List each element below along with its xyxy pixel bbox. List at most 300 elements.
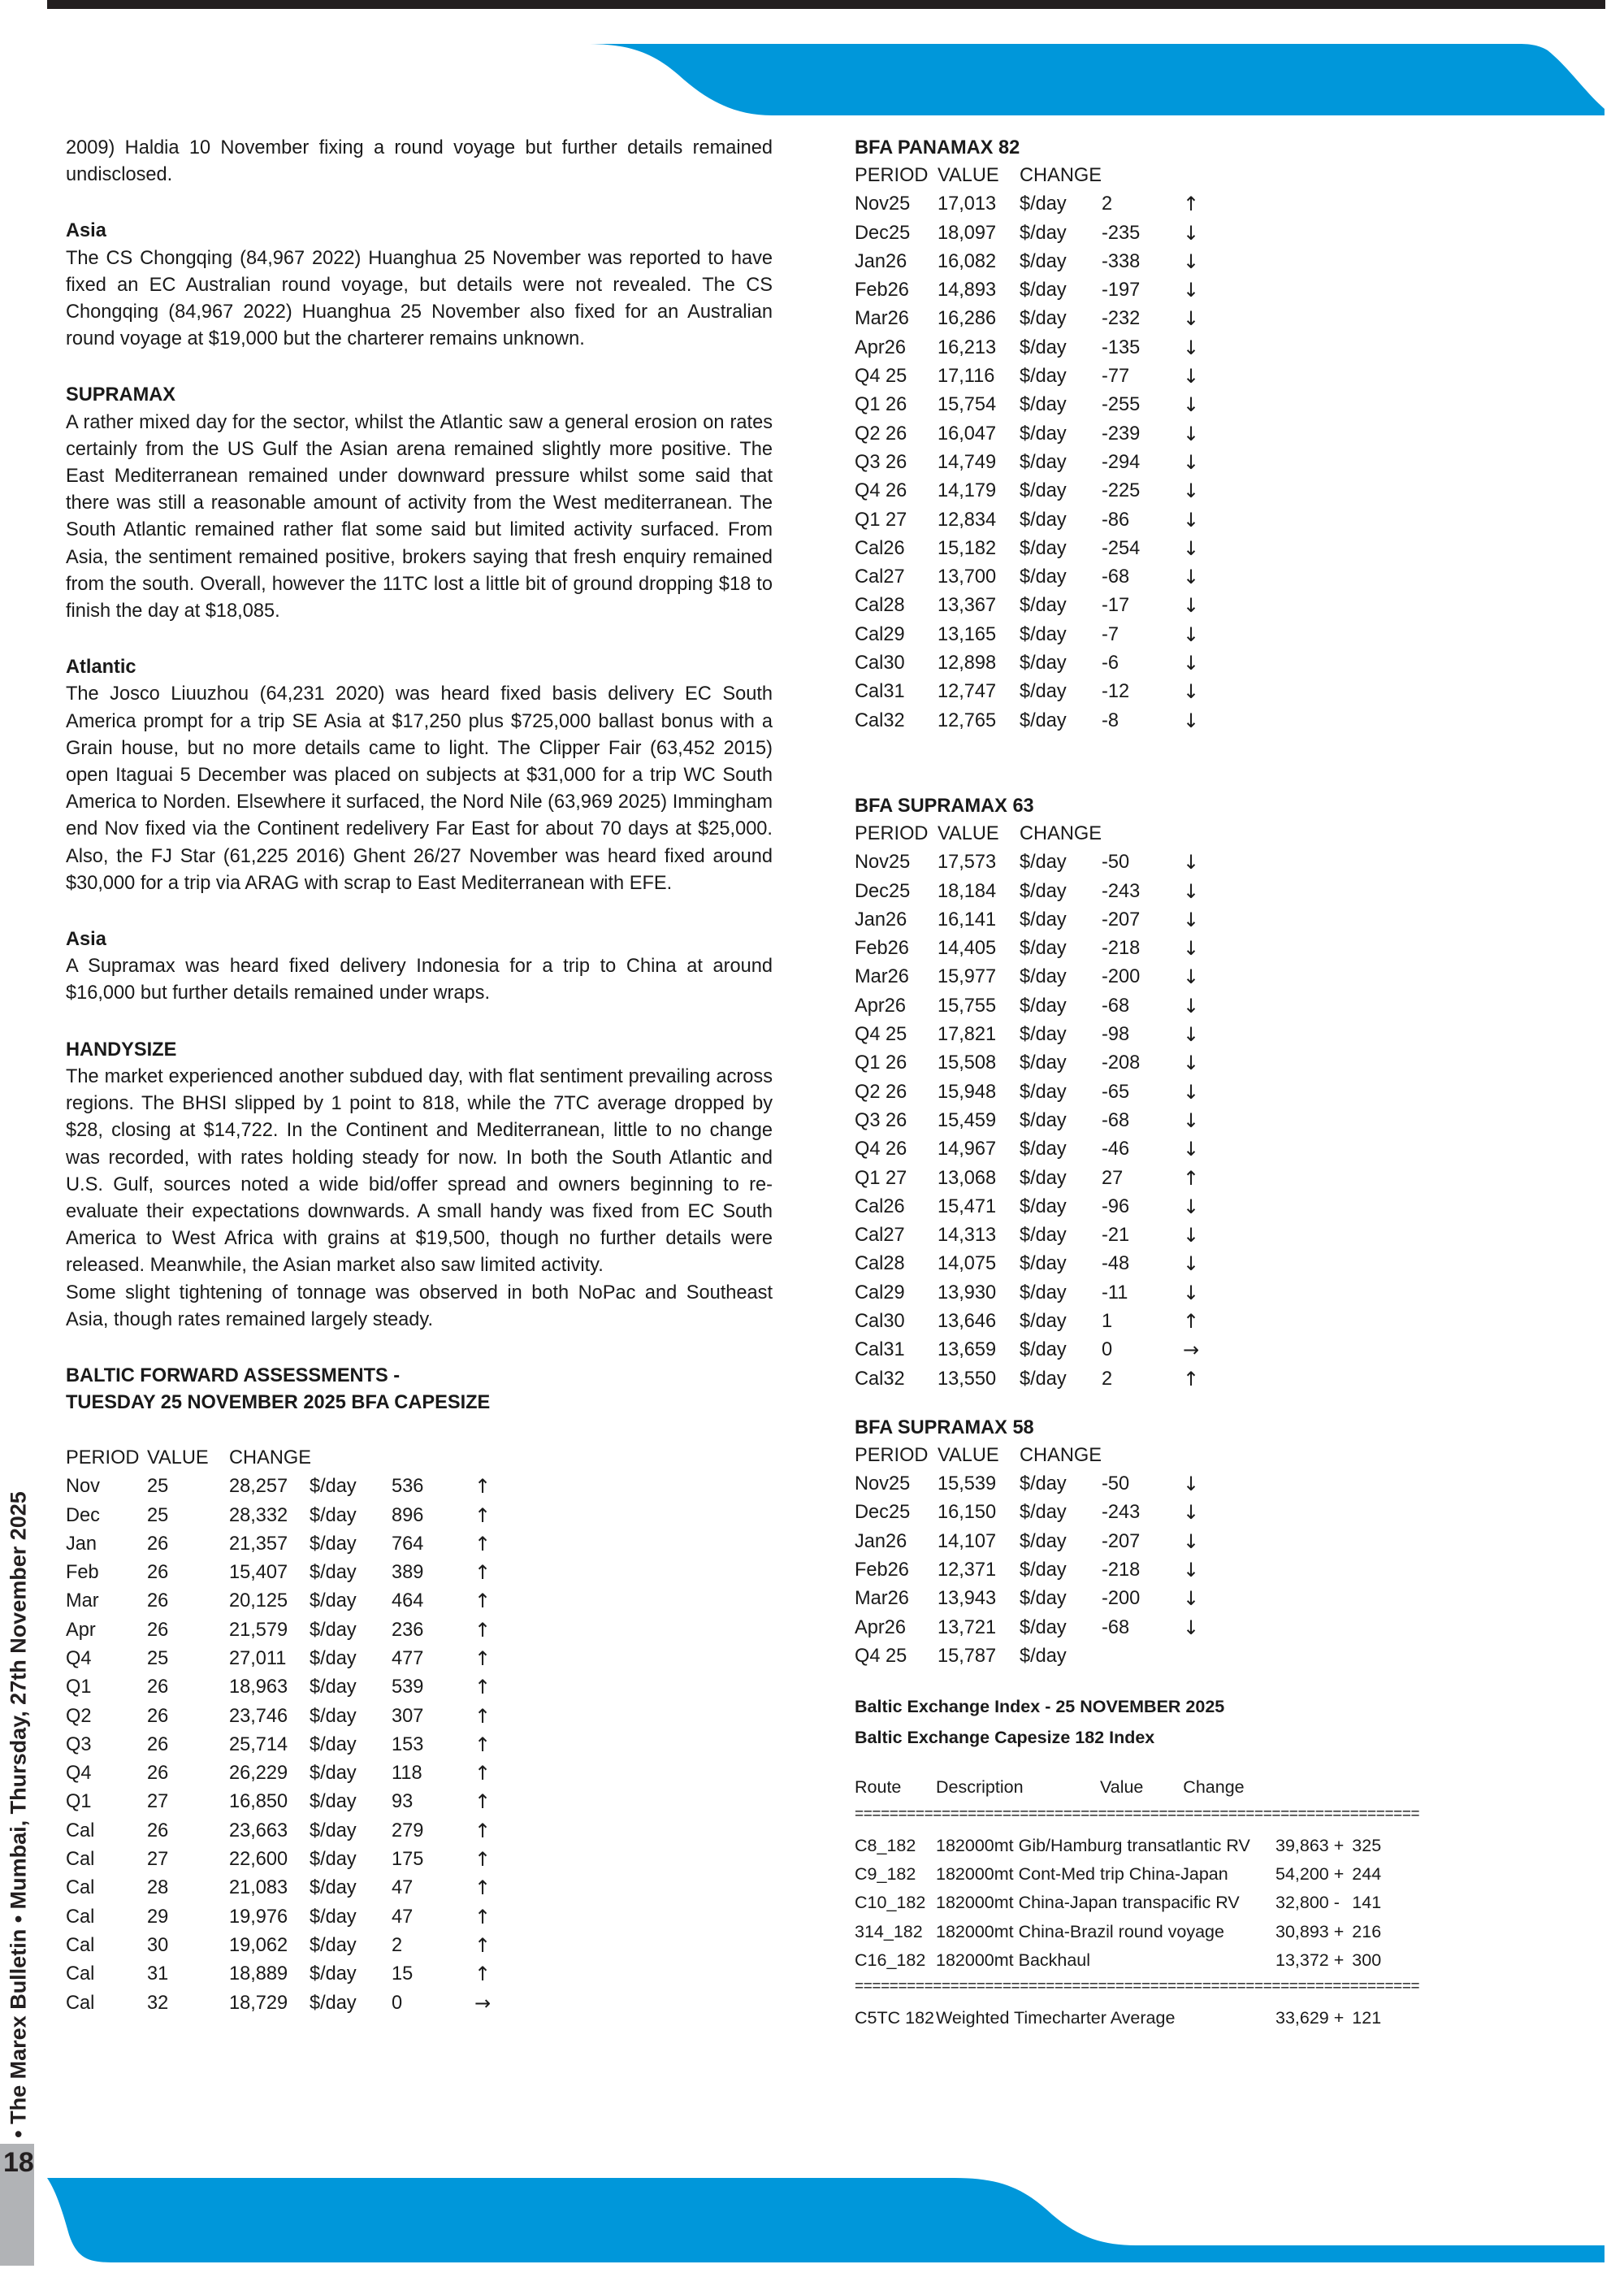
row-unit: $/day (310, 1619, 357, 1641)
route-code: C9_182 (855, 1863, 916, 1884)
table-row (855, 1049, 1215, 1078)
row-change: -235 (1102, 222, 1141, 244)
table-row (855, 248, 1215, 276)
trend-arrow-icon: ↑ (474, 1905, 492, 1928)
route-change: 244 (1352, 1863, 1382, 1884)
row-period: Nov25 (855, 852, 911, 874)
table-row (855, 1917, 1433, 1945)
trend-arrow-icon: ↓ (1183, 1281, 1200, 1304)
route-code: C10_182 (855, 1893, 926, 1913)
row-unit: $/day (1020, 1052, 1067, 1074)
trend-arrow-icon: ↑ (1183, 1166, 1200, 1190)
trend-arrow-icon: ↑ (474, 1618, 492, 1642)
row-value: 18,097 (938, 222, 997, 244)
row-change: -21 (1102, 1225, 1130, 1247)
row-value: 21,083 (229, 1877, 288, 1899)
table-row (66, 1559, 507, 1587)
row-value: 21,579 (229, 1619, 288, 1641)
table-row (855, 1107, 1215, 1135)
trend-arrow-icon: ↑ (474, 1561, 492, 1585)
trend-arrow-icon: ↓ (1183, 709, 1200, 732)
row-change: -232 (1102, 308, 1141, 330)
trend-arrow-icon: ↓ (1183, 393, 1200, 417)
trend-arrow-icon: ↓ (1183, 1587, 1200, 1611)
table-row (855, 1250, 1215, 1278)
row-change: 27 (1102, 1167, 1124, 1189)
row-value: 17,013 (938, 193, 997, 215)
trend-arrow-icon: ↓ (1183, 594, 1200, 618)
header-route: Route (855, 1777, 902, 1798)
supramax63-table (855, 820, 1215, 1394)
table-row (66, 1673, 507, 1702)
row-unit: $/day (310, 1963, 357, 1985)
trend-arrow-icon: ↓ (1183, 336, 1200, 359)
row-unit: $/day (1020, 1225, 1067, 1247)
row-change: -243 (1102, 1502, 1141, 1524)
row-unit: $/day (310, 1763, 357, 1785)
row-unit: $/day (1020, 1253, 1067, 1275)
table-row (66, 1502, 507, 1530)
heading-asia: Asia (66, 220, 106, 242)
row-value: 14,967 (938, 1139, 997, 1160)
row-value: 13,700 (938, 566, 997, 588)
trend-arrow-icon: ↓ (1183, 1616, 1200, 1639)
heading-atlantic: Atlantic (66, 657, 136, 679)
table-row (855, 1336, 1215, 1364)
header-period: PERIOD (855, 1444, 929, 1466)
row-change: -294 (1102, 451, 1141, 473)
row-year: 26 (147, 1533, 169, 1555)
trend-arrow-icon: ↓ (1183, 1501, 1200, 1525)
row-unit: $/day (1020, 308, 1067, 330)
trend-arrow-icon: ↑ (474, 1848, 492, 1872)
table-row (66, 1932, 507, 1960)
row-change: -6 (1102, 653, 1119, 675)
trend-arrow-icon: ↑ (474, 1704, 492, 1728)
paragraph-asia: The CS Chongqing (84,967 2022) Huanghua 25 November was reported to have fixed an EC Australian round voyage, but details were not revealed. The CS Chongqing (84,967 2022) Huanghua 25 November also fixed for an Australian round voyage at $19,000 but the charterer remains unknown. (66, 247, 773, 350)
supramax63-header-row (855, 820, 1215, 848)
table-row (855, 1221, 1215, 1250)
row-period: Dec (66, 1504, 100, 1526)
table-row (855, 1165, 1215, 1193)
page-number: 18 (3, 2147, 34, 2178)
row-unit: $/day (1020, 653, 1067, 675)
route-change: 141 (1352, 1893, 1382, 1913)
row-period: Cal27 (855, 1225, 905, 1247)
row-period: Feb (66, 1562, 99, 1584)
page-number-tab (0, 2144, 34, 2266)
row-unit: $/day (1020, 595, 1067, 617)
table-row (66, 1903, 507, 1932)
row-period: Dec25 (855, 1502, 911, 1524)
paragraph-handysize-2: Some slight tightening of tonnage was observed in both NoPac and Southeast Asia, though rates remained largely steady. (66, 1282, 773, 1330)
row-change: 118 (392, 1763, 422, 1785)
row-period: Cal26 (855, 1195, 905, 1217)
row-period: Cal (66, 1906, 95, 1928)
table-row (855, 535, 1215, 563)
header-change: CHANGE (1020, 822, 1102, 844)
row-unit: $/day (310, 1590, 357, 1612)
row-value: 16,082 (938, 250, 997, 272)
row-change: -208 (1102, 1052, 1141, 1074)
row-value: 13,550 (938, 1368, 997, 1390)
trend-arrow-icon: ↑ (474, 1475, 492, 1499)
row-period: Q3 26 (855, 1109, 907, 1131)
header-value: VALUE (938, 822, 999, 844)
header-description: Description (936, 1777, 1024, 1798)
trend-arrow-icon: ↑ (1183, 1367, 1200, 1390)
row-period: Q2 26 (855, 423, 907, 445)
table-row (66, 1530, 507, 1559)
row-value: 22,600 (229, 1849, 288, 1871)
row-unit: $/day (1020, 1616, 1067, 1638)
row-period: Jan (66, 1533, 97, 1555)
table-row (855, 477, 1215, 505)
table-row (855, 1585, 1215, 1613)
row-period: Q4 25 (855, 366, 907, 388)
row-unit: $/day (1020, 1024, 1067, 1046)
trend-arrow-icon: ↑ (474, 1762, 492, 1785)
panamax-table (855, 162, 1215, 735)
row-period: Cal29 (855, 1282, 905, 1303)
paragraph-supramax: A rather mixed day for the sector, whilst the Atlantic saw a general erosion on rates certainly from the US Gulf the Asian arena remained slightly more positive. The East Mediterranean remained under downward pressure whilst some said that there was still a reasonable amount of activity from the West mediterranean. The South Atlantic remained rather flat some said but limited activity surfaced. From Asia, the sentiment remained positive, brokers saying that fresh enquiry remained from the south. Overall, however the 11TC lost a little bit of ground dropping $18 to finish the day at $18,085. (66, 411, 773, 622)
trend-arrow-icon: ↓ (1183, 908, 1200, 931)
table-row (855, 219, 1215, 248)
row-change: -207 (1102, 909, 1141, 930)
row-unit: $/day (1020, 623, 1067, 645)
heading-bfa-line1: BALTIC FORWARD ASSESSMENTS - (66, 1364, 401, 1386)
table-row (855, 563, 1215, 592)
trend-arrow-icon: ↓ (1183, 851, 1200, 874)
row-value: 23,663 (229, 1820, 288, 1841)
row-year: 27 (147, 1849, 169, 1871)
row-year: 26 (147, 1820, 169, 1841)
paragraph-atlantic: The Josco Liuuzhou (64,231 2020) was heard fixed basis delivery EC South America prompt for a trip SE Asia at $17,250 plus $725,000 ballast bonus with a Grain house, but no more details came to light. The Clipper Fair (63,452 2015) open Itaguai 5 December was placed on subjects at $31,000 for a trip WC South America to Norden. Elsewhere it surfaced, the Nord Nile (63,969 2025) Immingham end Nov fixed via the Continent redelivery Far East for about 70 days at $25,000. Also, the FJ Star (61,225 2016) Ghent 26/27 November was heard fixed around $30,000 for a trip via ARAG with scrap to East Mediterranean with EFE. (66, 683, 773, 894)
row-unit: $/day (1020, 966, 1067, 988)
row-value: 15,459 (938, 1109, 997, 1131)
row-value: 26,229 (229, 1763, 288, 1785)
table-row (855, 190, 1215, 219)
row-unit: $/day (1020, 537, 1067, 559)
row-period: Feb26 (855, 280, 909, 301)
row-value: 15,755 (938, 995, 997, 1017)
row-value: 13,367 (938, 595, 997, 617)
row-value: 15,182 (938, 537, 997, 559)
row-value: 25,714 (229, 1733, 288, 1755)
row-value: 28,332 (229, 1504, 288, 1526)
table-row (66, 1817, 507, 1846)
row-period: Nov25 (855, 1473, 911, 1495)
row-unit: $/day (1020, 1368, 1067, 1390)
paragraph-intro: 2009) Haldia 10 November fixing a round voyage but further details remained undisclosed. (66, 137, 773, 186)
row-unit: $/day (1020, 509, 1067, 531)
trend-arrow-icon: ↓ (1183, 652, 1200, 675)
row-change: 896 (392, 1504, 424, 1526)
trend-arrow-icon: ↑ (474, 1676, 492, 1699)
top-rule (47, 0, 1605, 9)
row-change: 0 (392, 1992, 403, 2014)
row-period: Cal29 (855, 623, 905, 645)
trend-arrow-icon: ↓ (1183, 450, 1200, 474)
row-period: Mar (66, 1590, 99, 1612)
row-period: Cal30 (855, 1310, 905, 1332)
trend-arrow-icon: ↓ (1183, 680, 1200, 704)
row-period: Apr26 (855, 336, 906, 358)
row-value: 12,834 (938, 509, 997, 531)
trend-arrow-icon: ↓ (1183, 1023, 1200, 1047)
row-unit: $/day (1020, 1081, 1067, 1103)
row-unit: $/day (1020, 193, 1067, 215)
row-period: Cal32 (855, 1368, 905, 1390)
row-period: Cal27 (855, 566, 905, 588)
row-value: 16,213 (938, 336, 997, 358)
row-change (1102, 1642, 1183, 1671)
row-value: 18,729 (229, 1992, 288, 2014)
publication-line: • The Marex Bulletin • Mumbai, Thursday, 27th November 2025 (6, 1490, 31, 2138)
trend-arrow-icon: ↑ (474, 1733, 492, 1756)
table-row (66, 1731, 507, 1759)
row-period: Q4 25 (855, 1645, 907, 1667)
trend-arrow-icon: ↓ (1183, 994, 1200, 1017)
table-row (855, 935, 1215, 963)
table-row (855, 906, 1215, 935)
route-description: 182000mt China-Japan transpacific RV (936, 1893, 1240, 1913)
header-value: VALUE (147, 1447, 209, 1468)
row-year: 28 (147, 1877, 169, 1899)
row-value: 18,184 (938, 880, 997, 902)
supramax58-title: BFA SUPRAMAX 58 (855, 1416, 1034, 1438)
row-period: Cal (66, 1934, 95, 1956)
row-value: 16,141 (938, 909, 997, 930)
row-value: 14,749 (938, 451, 997, 473)
row-value: 13,943 (938, 1588, 997, 1610)
row-value: 16,286 (938, 308, 997, 330)
row-unit: $/day (1020, 1109, 1067, 1131)
table-row (66, 1989, 507, 2018)
trend-arrow-icon: ↓ (1183, 1252, 1200, 1276)
heading-asia-2: Asia (66, 929, 106, 951)
route-code: C16_182 (855, 1950, 926, 1970)
trend-arrow-icon: ↓ (1183, 508, 1200, 531)
table-row (66, 1645, 507, 1673)
row-unit: $/day (1020, 681, 1067, 703)
header-value: VALUE (938, 1444, 999, 1466)
trend-arrow-icon: ↑ (474, 1503, 492, 1527)
row-value: 28,257 (229, 1476, 288, 1498)
row-unit: $/day (1020, 909, 1067, 930)
average-row (855, 2004, 1433, 2032)
row-change: -50 (1102, 1473, 1130, 1495)
trend-arrow-icon: ↓ (1183, 279, 1200, 302)
row-change: -96 (1102, 1195, 1130, 1217)
row-unit: $/day (1020, 1473, 1067, 1495)
row-value: 14,405 (938, 938, 997, 960)
right-column (855, 135, 1553, 2032)
table-row (855, 1470, 1215, 1499)
row-unit: $/day (1020, 480, 1067, 502)
row-unit: $/day (1020, 1139, 1067, 1160)
route-description: 182000mt Gib/Hamburg transatlantic RV (936, 1835, 1250, 1855)
row-period: Apr (66, 1619, 96, 1641)
table-row (855, 506, 1215, 535)
row-change: -68 (1102, 995, 1130, 1017)
row-value: 20,125 (229, 1590, 288, 1612)
row-unit: $/day (1020, 1167, 1067, 1189)
row-value: 12,371 (938, 1559, 997, 1581)
route-change: 216 (1352, 1921, 1382, 1941)
baltic-subtitle: Baltic Exchange Capesize 182 Index (855, 1728, 1155, 1748)
trend-arrow-icon: ↓ (1183, 536, 1200, 560)
table-row (855, 1021, 1215, 1049)
panamax-title: BFA PANAMAX 82 (855, 137, 1020, 158)
baltic-title: Baltic Exchange Index - 25 NOVEMBER 2025 (855, 1697, 1225, 1717)
row-period: Cal (66, 1877, 95, 1899)
row-change: -7 (1102, 623, 1119, 645)
header-value: VALUE (938, 165, 999, 186)
row-period: Q1 26 (855, 1052, 907, 1074)
row-year: 26 (147, 1619, 169, 1641)
header-spacer (474, 1444, 507, 1473)
row-year: 26 (147, 1677, 169, 1698)
route-code: C8_182 (855, 1835, 916, 1855)
row-period: Apr26 (855, 1616, 906, 1638)
row-unit: $/day (1020, 1310, 1067, 1332)
row-period: Dec25 (855, 880, 911, 902)
row-value: 15,539 (938, 1473, 997, 1495)
route-value: 32,800 - (1275, 1893, 1340, 1913)
row-change: -17 (1102, 595, 1130, 617)
row-unit: $/day (310, 1562, 357, 1584)
row-value: 16,150 (938, 1502, 997, 1524)
trend-arrow-icon: ↑ (474, 1590, 492, 1613)
row-unit: $/day (1020, 1588, 1067, 1610)
trend-arrow-icon: ↑ (474, 1876, 492, 1900)
trend-arrow-icon: ↑ (474, 1963, 492, 1986)
header-change: Change (1183, 1777, 1245, 1798)
row-period: Q4 (66, 1763, 92, 1785)
route-description: 182000mt China-Brazil round voyage (936, 1921, 1224, 1941)
table-row (855, 1946, 1433, 1975)
trend-arrow-icon: ↓ (1183, 1052, 1200, 1075)
table-row (855, 1556, 1215, 1585)
row-unit: $/day (1020, 336, 1067, 358)
row-year: 29 (147, 1906, 169, 1928)
paragraph-asia-2: A Supramax was heard fixed delivery Indonesia for a trip to China at around $16,000 but further details remained under wraps. (66, 956, 773, 1004)
separator-line: ================================================================= (855, 1805, 1420, 1823)
row-year: 26 (147, 1763, 169, 1785)
left-column (66, 135, 773, 2018)
table-row (855, 1860, 1433, 1889)
row-unit: $/day (310, 1476, 357, 1498)
trend-arrow-icon: ↓ (1183, 1559, 1200, 1582)
row-unit: $/day (310, 1648, 357, 1669)
trend-arrow-icon: ↓ (1183, 1529, 1200, 1553)
row-change: -218 (1102, 938, 1141, 960)
trend-arrow-icon: ↓ (1183, 879, 1200, 903)
heading-handysize: HANDYSIZE (66, 1039, 177, 1061)
separator-row (855, 1975, 1433, 1999)
row-change: 307 (392, 1705, 424, 1727)
row-change: -12 (1102, 681, 1130, 703)
row-change: -338 (1102, 250, 1141, 272)
table-row (855, 1499, 1215, 1527)
trend-arrow-icon: ↓ (1183, 1108, 1200, 1132)
row-value: 13,068 (938, 1167, 997, 1189)
row-year: 25 (147, 1648, 169, 1669)
trend-arrow-icon: ↓ (1183, 422, 1200, 445)
route-description: 182000mt Backhaul (936, 1950, 1091, 1970)
table-row (855, 362, 1215, 391)
row-period: Cal31 (855, 1339, 905, 1361)
supramax58-table (855, 1442, 1215, 1671)
row-period: Q4 26 (855, 480, 907, 502)
table-row (855, 992, 1215, 1021)
table-row (855, 1308, 1215, 1336)
row-period: Cal (66, 1963, 95, 1985)
row-change: -68 (1102, 566, 1130, 588)
route-value: 39,863 + (1275, 1835, 1345, 1855)
row-period: Cal (66, 1992, 95, 2014)
row-period: Cal26 (855, 537, 905, 559)
row-change: 279 (392, 1820, 424, 1841)
header-change: CHANGE (1020, 1444, 1102, 1466)
trend-arrow-icon: ↑ (474, 1532, 492, 1555)
row-change: -98 (1102, 1024, 1130, 1046)
trend-arrow-icon: ↑ (474, 1790, 492, 1814)
row-change: 47 (392, 1877, 414, 1899)
trend-arrow-icon: ↑ (1183, 1309, 1200, 1333)
row-value: 14,075 (938, 1253, 997, 1275)
route-value: 30,893 + (1275, 1921, 1345, 1941)
row-unit: $/day (1020, 423, 1067, 445)
avg-code: C5TC 182 (855, 2008, 934, 2028)
row-change: 764 (392, 1533, 424, 1555)
capesize-header-row (66, 1444, 507, 1473)
table-row (855, 1365, 1215, 1394)
row-unit: $/day (310, 1820, 357, 1841)
table-row (855, 1279, 1215, 1308)
row-unit: $/day (310, 1504, 357, 1526)
row-value: 23,746 (229, 1705, 288, 1727)
route-description: 182000mt Cont-Med trip China-Japan (936, 1863, 1228, 1884)
row-period: Jan26 (855, 1530, 907, 1552)
row-value: 15,948 (938, 1081, 997, 1103)
table-row (855, 878, 1215, 906)
row-year: 25 (147, 1504, 169, 1526)
table-row (66, 1616, 507, 1645)
row-unit: $/day (1020, 938, 1067, 960)
row-change: -218 (1102, 1559, 1141, 1581)
row-value: 16,850 (229, 1791, 288, 1813)
supramax63-title: BFA SUPRAMAX 63 (855, 795, 1034, 817)
row-year: 30 (147, 1934, 169, 1956)
table-row (855, 592, 1215, 620)
trend-arrow-icon: ↓ (1183, 965, 1200, 989)
row-value: 13,659 (938, 1339, 997, 1361)
table-row (66, 1473, 507, 1501)
table-row (855, 1832, 1433, 1860)
row-unit: $/day (1020, 1559, 1067, 1581)
heading-supramax: SUPRAMAX (66, 384, 176, 406)
row-change: -68 (1102, 1616, 1130, 1638)
trend-arrow-icon: ↓ (1183, 365, 1200, 388)
table-row (855, 1193, 1215, 1221)
row-change: 477 (392, 1648, 424, 1669)
table-row (66, 1960, 507, 1989)
route-value: 54,200 + (1275, 1863, 1345, 1884)
row-value: 15,754 (938, 394, 997, 416)
trend-arrow-icon: ↑ (474, 1933, 492, 1957)
